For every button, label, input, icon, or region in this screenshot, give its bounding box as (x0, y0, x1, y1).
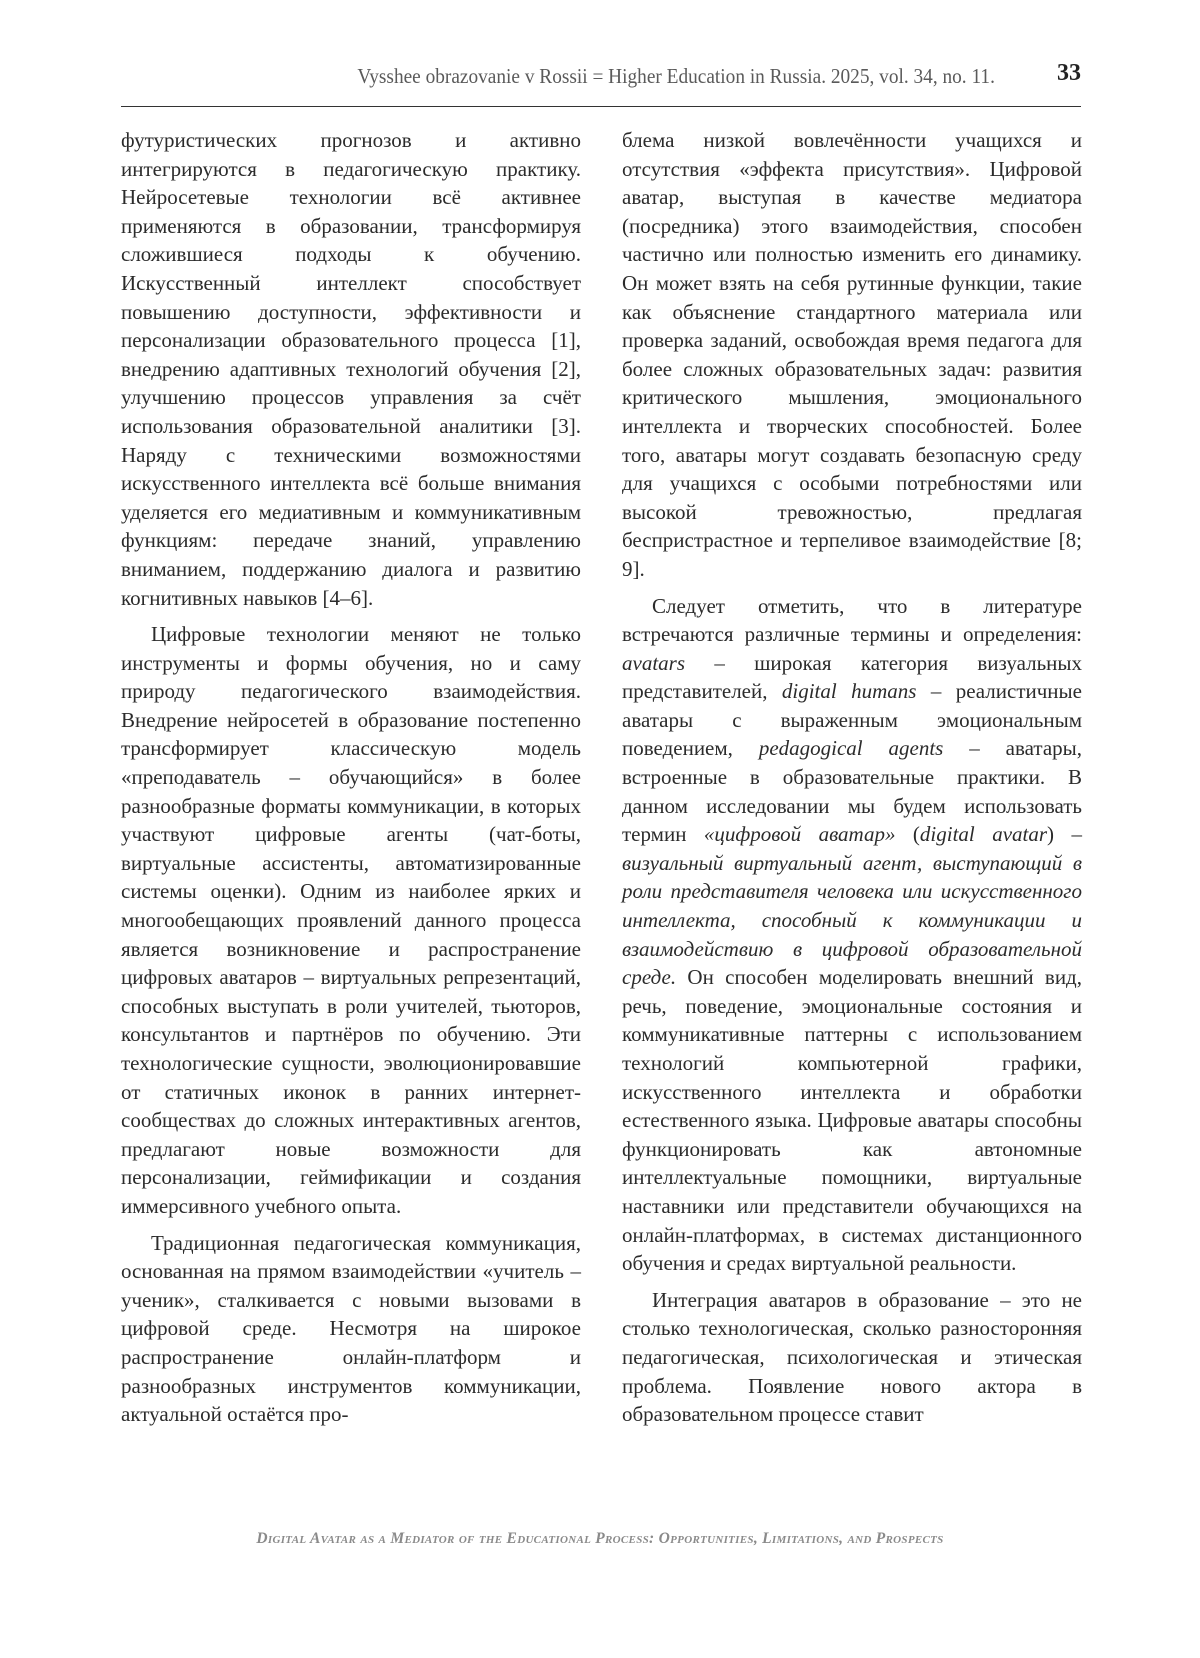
text-run: Следует отметить, что в литературе встречаются различные термины и определения: (622, 593, 1082, 647)
text-run: – широкая категория визуальных представителей, (622, 650, 1082, 704)
left-column (121, 126, 581, 1429)
paragraph-terms (622, 592, 1082, 1278)
journal-citation: Vysshee obrazovanie v Rossii = Higher Education in Russia. 2025, vol. 34, no. 11. (357, 64, 995, 88)
text-run: – реалистичные аватары с выраженным эмоциональным поведением, (622, 679, 1082, 761)
text-run: – аватары, встроенные в образовательные практики. В данном исследовании мы будем использовать термин (622, 736, 1082, 847)
term-digital-avatar-en: digital avatar (919, 822, 1048, 847)
paragraph: футуристических прогнозов и активно интегрируются в педагогическую практику. Нейросетевые технологии всё активнее применяются в образовании, трансформируя сложившиеся подходы к обучению. Искусственный интеллект способствует повышению доступности, эффективности и персонализации образовательного процесса [1], внедрению адаптивных технологий обучения [2], улучшению процессов управления за счёт использования образовательной аналитики [3]. Наряду с техническими возможностями искусственного интеллекта всё больше внимания уделяется его медиативным и коммуникативным функциям: передаче знаний, управлению вниманием, поддержанию диалога и развитию когнитивных навыков [4–6]. (121, 128, 581, 610)
term-pedagogical-agents: pedagogical agents (758, 736, 944, 761)
text-run: Он способен моделировать внешний вид, речь, поведение, эмоциональные состояния и коммуникативные паттерны с использованием технологий компьютерной графики, искусственного интеллекта и обработки естественного языка. Цифровые аватары способны функционировать как автономные интеллектуальные помощники, виртуальные наставники или представители обучающихся на онлайн-платформах, в системах дистанционного обучения и средах виртуальной реальности. (622, 965, 1082, 1276)
running-header (121, 58, 1081, 107)
term-avatars: avatars (622, 650, 685, 675)
page-number: 33 (1057, 60, 1081, 86)
term-digital-humans: digital humans (781, 679, 917, 704)
text-run: ) – (1047, 822, 1082, 847)
paragraph: Традиционная педагогическая коммуникация, основанная на прямом взаимодействии «учитель – ученик», сталкивается с новыми вызовами в цифровой среде. Несмотря на широкое распространение онлайн-платформ и разнообразных инструментов коммуникации, актуальной остаётся про- (121, 1230, 581, 1427)
term-digital-avatar-ru: «цифровой аватар» (703, 822, 896, 847)
running-footer: Digital Avatar as a Mediator of the Educational Process: Opportunities, Limitations, and Prospects (256, 1530, 944, 1547)
definition-text: визуальный виртуальный агент, выступающий в роли представителя человека или искусственного интеллекта, способный к коммуникации и взаимодействию в цифровой образовательной среде. (622, 850, 1082, 990)
paragraph: блема низкой вовлечённости учащихся и отсутствия «эффекта присутствия». Цифровой аватар, выступая в качестве медиатора (посредника) этого взаимодействия, способен частично или полностью изменить его динамику. Он может взять на себя рутинные функции, такие как объяснение стандартного материала или проверка заданий, освобождая время педагога для более сложных образовательных задач: развития критического мышления, эмоционального интеллекта и творческих способностей. Более того, аватары могут создавать безопасную среду для учащихся с особыми потребностями или высокой тревожностью, предлагая беспристрастное и терпеливое взаимодействие [8; 9]. (622, 128, 1082, 581)
right-column (622, 126, 1082, 1429)
paragraph: Интеграция аватаров в образование – это не столько технологическая, сколько разносторонняя педагогическая, психологическая и этическая проблема. Появление нового актора в образовательном процессе ставит (622, 1287, 1082, 1427)
text-run: ( (895, 822, 920, 847)
paragraph: Цифровые технологии меняют не только инструменты и формы обучения, но и саму природу педагогического взаимодействия. Внедрение нейросетей в образование постепенно трансформирует классическую модель «преподаватель – обучающийся» в более разнообразные форматы коммуникации, в которых участвуют цифровые агенты (чат-боты, виртуальные ассистенты, автоматизированные системы оценки). Одним из наиболее ярких и многообещающих проявлений данного процесса является возникновение и распространение цифровых аватаров – виртуальных репрезентаций, способных выступать в роли учителей, тьюторов, консультантов и партнёров по обучению. Эти технологические сущности, эволюционировавшие от статичных иконок в ранних интернет-сообществах до сложных интерактивных агентов, предлагают новые возможности для персонализации, геймификации и создания иммерсивного учебного опыта. (121, 622, 581, 1218)
